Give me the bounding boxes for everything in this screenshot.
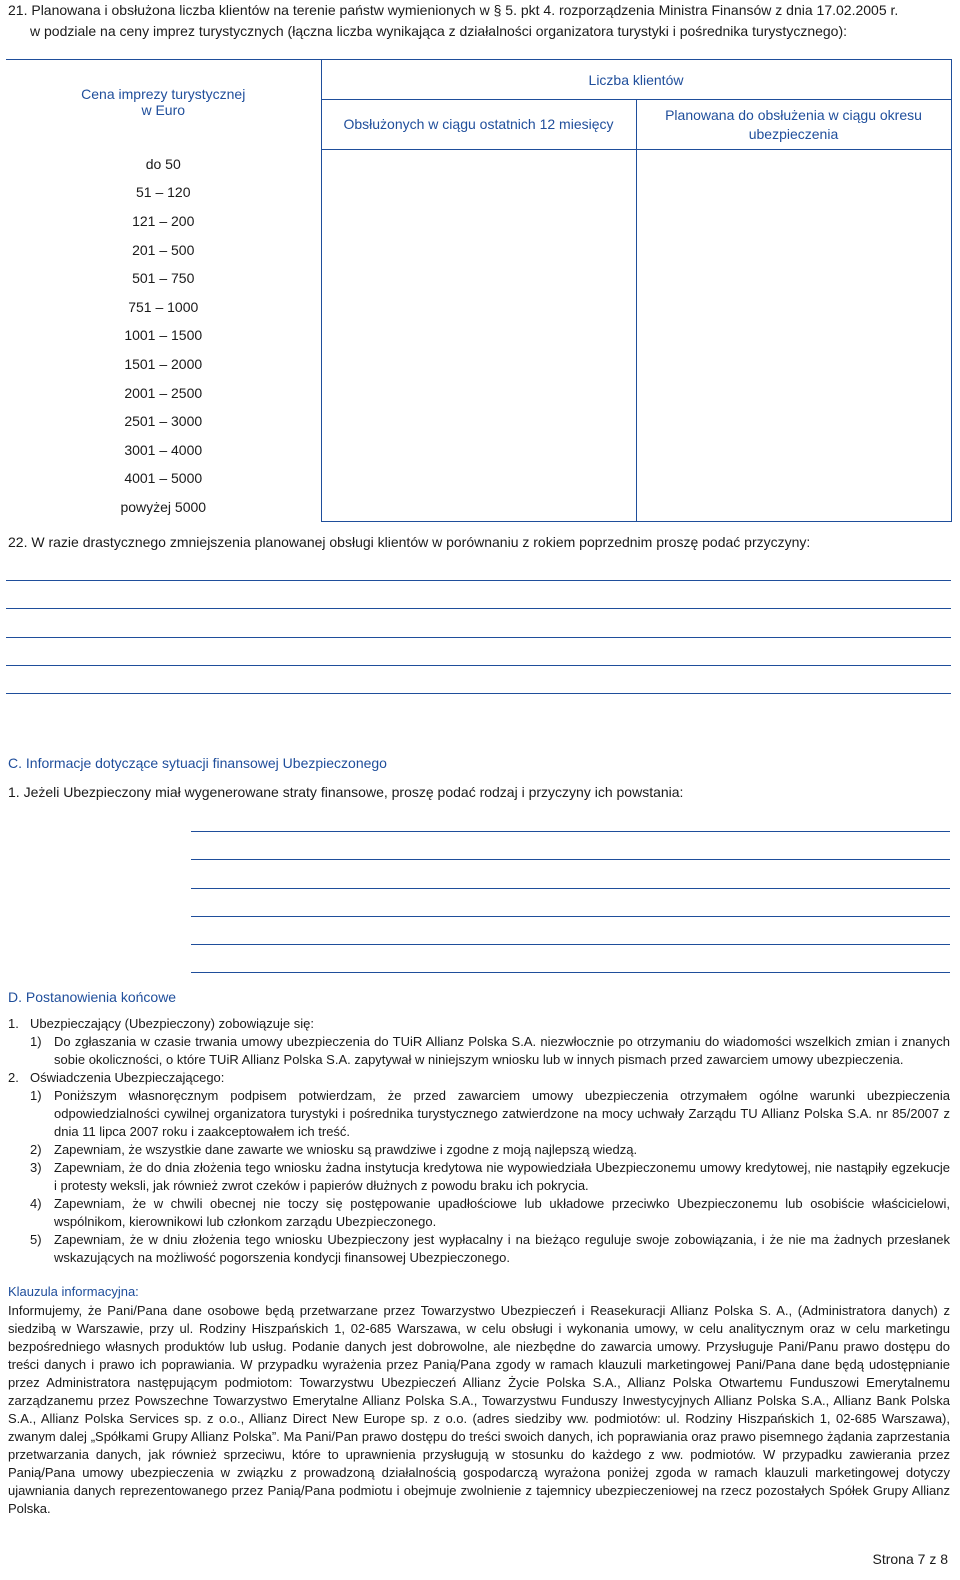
statement-item — [8, 1087, 950, 1141]
price-range-label: 1001 – 1500 — [6, 321, 321, 350]
provision-2 — [8, 1069, 950, 1087]
served-count-cell[interactable] — [321, 435, 636, 464]
statement-item — [8, 1231, 950, 1267]
planned-count-cell[interactable] — [636, 378, 951, 407]
planned-count-cell[interactable] — [636, 464, 951, 493]
provision-1 — [8, 1015, 950, 1033]
item-number: 1) — [30, 1088, 42, 1103]
planned-count-cell[interactable] — [636, 292, 951, 321]
answer-line[interactable] — [191, 972, 950, 973]
answer-line[interactable] — [6, 637, 951, 638]
item-text: Zapewniam, że w chwili obecnej nie toczy się postępowanie upadłościowe lub układowe przeciwko Ubezpieczonemu lub osobiście właścicielowi, wspólnikom, kierownikowi lub członkom zarządu Ubezpieczonego. — [54, 1196, 950, 1229]
price-range-label: 201 – 500 — [6, 235, 321, 264]
question-22-text: 22. W razie drastycznego zmniejszenia planowanej obsługi klientów w porównaniu z rokiem poprzednim proszę podać przyczyny: — [8, 534, 811, 550]
answer-line[interactable] — [6, 580, 951, 581]
item-text: Zapewniam, że w dniu złożenia tego wniosku Ubezpieczony jest wypłacalny i na bieżąco reguluje swoje zobowiązania, i że nie ma żadnych przesłanek wskazujących na możliwość pogorszenia kondycji finansowej Ubezpieczonego. — [54, 1232, 950, 1265]
planned-count-cell[interactable] — [636, 178, 951, 207]
served-clients-header: Obsłużonych w ciągu ostatnich 12 miesięcy — [321, 100, 636, 150]
item-text: Do zgłaszania w czasie trwania umowy ubezpieczenia do TUiR Allianz Polska S.A. niezwłocznie po otrzymaniu do wiadomości wszelkich zmian i znanych sobie okoliczności, o które TUiR Allianz Polska S.A. zapytywał w niniejszym wniosku lub w innych pismach przed zawarciem umowy ubezpieczenia. — [54, 1034, 950, 1067]
served-count-cell[interactable] — [321, 264, 636, 293]
question-21-title: 21. Planowana i obsłużona liczba klientów na terenie państw wymienionych w § 5. pkt 4. rozporządzenia Ministra Finansów z dnia 17.02.2005 r. — [8, 2, 899, 18]
item-number: 2) — [30, 1142, 42, 1157]
planned-count-cell[interactable] — [636, 150, 951, 179]
item-number: 5) — [30, 1232, 42, 1247]
provision-1-item-1 — [8, 1033, 950, 1069]
price-range-label: 2501 – 3000 — [6, 407, 321, 436]
item-text: Zapewniam, że do dnia złożenia tego wniosku żadna instytucja kredytowa nie wypowiedziała Ubezpieczonemu umowy kredytowej, nie nastąpiły egzekucje i protesty weksli, jak również zwrot czeków i papierów dłużnych z powodu braku ich pokrycia. — [54, 1160, 950, 1193]
planned-clients-header: Planowana do obsłużenia w ciągu okresu ubezpieczenia — [636, 100, 951, 150]
final-provisions — [8, 1015, 950, 1267]
item-text: Poniższym własnoręcznym podpisem potwierdzam, że przed zawarciem umowy ubezpieczenia otrzymałem ogólne warunki ubezpieczenia odpowiedzialności cywilnej organizatora turystyki i pośrednika turystycznego zatwierdzone na mocy uchwały Zarządu TU Allianz Polska S.A. nr 85/2007 z dnia 11 lipca 2007 roku i zaakceptowałem ich treść. — [54, 1088, 950, 1139]
served-count-cell[interactable] — [321, 207, 636, 236]
answer-line[interactable] — [6, 693, 951, 694]
served-count-cell[interactable] — [321, 292, 636, 321]
planned-count-cell[interactable] — [636, 235, 951, 264]
item-number: 4) — [30, 1196, 42, 1211]
served-count-cell[interactable] — [321, 407, 636, 436]
price-range-label: 4001 – 5000 — [6, 464, 321, 493]
planned-count-cell[interactable] — [636, 321, 951, 350]
clients-table — [6, 59, 952, 522]
price-range-label: 501 – 750 — [6, 264, 321, 293]
planned-count-cell[interactable] — [636, 435, 951, 464]
statement-item — [8, 1195, 950, 1231]
provision-number: 1. — [8, 1016, 19, 1031]
price-range-label: 121 – 200 — [6, 207, 321, 236]
item-number: 1) — [30, 1034, 42, 1049]
section-c-title: C. Informacje dotyczące sytuacji finansowej Ubezpieczonego — [8, 755, 387, 771]
price-header-line1: Cena imprezy turystycznej — [81, 86, 246, 102]
statement-item — [8, 1159, 950, 1195]
planned-count-cell[interactable] — [636, 207, 951, 236]
question-21-subtitle: w podziale na ceny imprez turystycznych (łączna liczba wynikająca z działalności organizatora turystyki i pośrednika turystycznego): — [30, 23, 848, 39]
served-count-cell[interactable] — [321, 464, 636, 493]
item-text: Zapewniam, że wszystkie dane zawarte we wniosku są prawdziwe i zgodne z moją najlepszą wiedzą. — [54, 1142, 638, 1157]
information-clause-title: Klauzula informacyjna: — [8, 1284, 139, 1299]
section-c-question-1: 1. Jeżeli Ubezpieczony miał wygenerowane straty finansowe, proszę podać rodzaj i przyczyny ich powstania: — [8, 784, 684, 800]
planned-count-cell[interactable] — [636, 350, 951, 379]
planned-count-cell[interactable] — [636, 407, 951, 436]
price-range-label: 3001 – 4000 — [6, 435, 321, 464]
served-count-cell[interactable] — [321, 150, 636, 179]
information-clause-text: Informujemy, że Pani/Pana dane osobowe będą przetwarzane przez Towarzystwo Ubezpieczeń i Reasekuracji Allianz Polska S. A., (Administratora danych) z siedzibą w Warszawie, przy ul. Rodziny Hiszpańskich 1, 02-685 Warszawa, w celu obsługi i wykonania umowy, w celu analitycznym oraz w celu marketingu bezpośredniego własnych produktów lub usług. Podanie danych jest dobrowolne, ale niezbędne do zawarcia umowy. Przysługuje Pani/Panu prawo dostępu do treści danych i prawo ich poprawiania. W przypadku wyrażenia przez Panią/Pana zgody w ramach klauzuli marketingowej Pani/Pana dane będą udostępnianie przez Administratora następującym podmiotom: Towarzystwu Ubezpieczeń Allianz Życie Polska S.A., Allianz Polska Otwartemu Funduszowi Emerytalnemu zarządzanemu przez Powszechne Towarzystwo Emerytalne Allianz Polska S.A., Towarzystwu Funduszy Inwestycyjnych Allianz Polska S.A., Allianz Bank Polska S.A., Allianz Polska Services sp. z o.o., Allianz Direct New Europe sp. z o.o. (adres siedziby ww. podmiotów: ul. Rodziny Hiszpańskich 1, 02-685 Warszawa), zwanym dalej „Spółkami Grupy Allianz Polska”. Ma Pani/Pan prawo dostępu do treści swoich danych, ich poprawiania oraz prawo pisemnego żądania zaprzestania przetwarzania danych, jak również sprzeciwu, które to uprawnienia przysługują w stosunku do każdego z ww. podmiotów. W przypadku zawierania przez Panią/Pana umowy ubezpieczenia w związku z prowadzoną działalnością gospodarczą wyrażona poniżej zgoda w ramach klauzuli marketingowej dotyczy ujawniania danych reprezentowanego przez Panią/Pana podmiotu i obejmuje zwolnienie z tajemnicy ubezpieczeniowej na rzecz pozostałych Spółek Grupy Allianz Polska. — [8, 1303, 950, 1516]
served-count-cell[interactable] — [321, 493, 636, 522]
price-range-label: powyżej 5000 — [6, 493, 321, 522]
answer-line[interactable] — [191, 944, 950, 945]
served-count-cell[interactable] — [321, 350, 636, 379]
served-count-cell[interactable] — [321, 321, 636, 350]
answer-line[interactable] — [6, 665, 951, 666]
provision-text: Oświadczenia Ubezpieczającego: — [30, 1070, 225, 1085]
clients-count-header: Liczba klientów — [321, 60, 951, 100]
statement-item — [8, 1141, 950, 1159]
provision-text: Ubezpieczający (Ubezpieczony) zobowiązuje się: — [30, 1016, 314, 1031]
planned-count-cell[interactable] — [636, 264, 951, 293]
planned-count-cell[interactable] — [636, 493, 951, 522]
price-header-line2: w Euro — [141, 102, 186, 118]
page-number: Strona 7 z 8 — [872, 1551, 948, 1567]
provision-number: 2. — [8, 1070, 19, 1085]
price-range-label: 751 – 1000 — [6, 292, 321, 321]
served-count-cell[interactable] — [321, 178, 636, 207]
section-d-title: D. Postanowienia końcowe — [8, 989, 177, 1005]
answer-line[interactable] — [191, 859, 950, 860]
answer-line[interactable] — [191, 916, 950, 917]
price-range-label: 2001 – 2500 — [6, 378, 321, 407]
price-range-label: do 50 — [6, 150, 321, 179]
served-count-cell[interactable] — [321, 378, 636, 407]
price-column-header — [6, 60, 321, 150]
served-count-cell[interactable] — [321, 235, 636, 264]
price-range-label: 51 – 120 — [6, 178, 321, 207]
item-number: 3) — [30, 1160, 42, 1175]
price-range-label: 1501 – 2000 — [6, 350, 321, 379]
answer-line[interactable] — [191, 831, 950, 832]
answer-line[interactable] — [191, 888, 950, 889]
answer-line[interactable] — [6, 608, 951, 609]
